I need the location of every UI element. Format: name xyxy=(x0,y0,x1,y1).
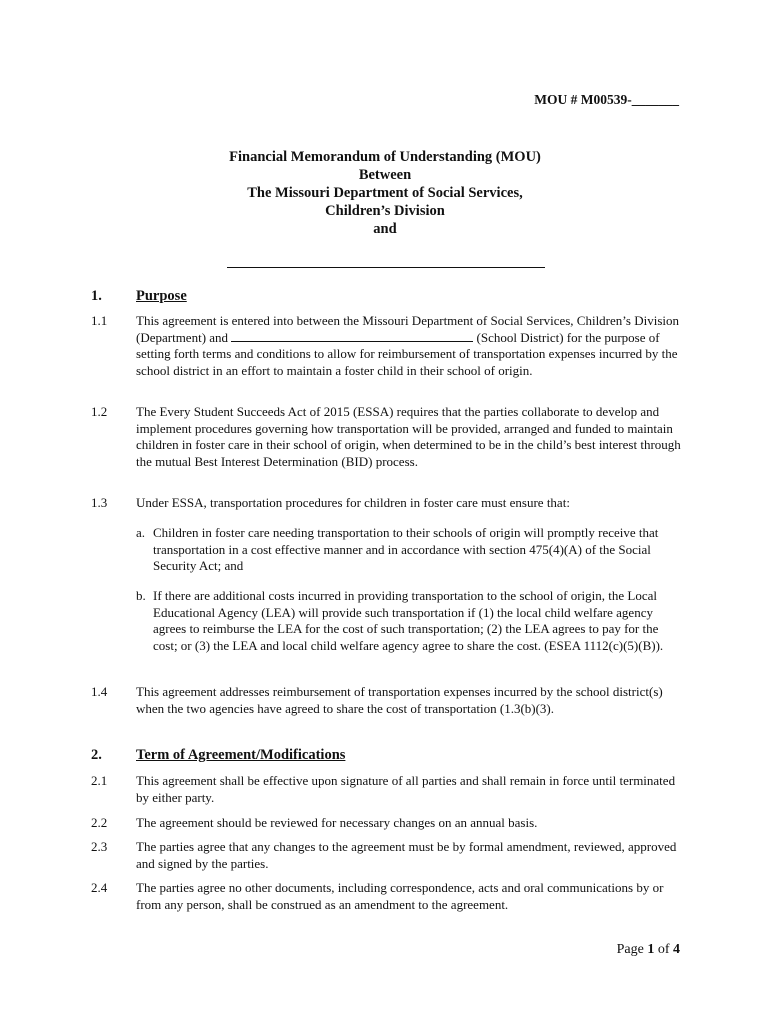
subclause-text: Children in foster care needing transportation to their schools of origin will promptly receive that transportation in a cost effective manner and in accordance with section 475(4)(A) of the Social Security Act; and xyxy=(153,525,659,574)
title-line-4: Children’s Division xyxy=(325,203,445,219)
clause-text: The parties agree no other documents, including correspondence, acts and oral communications by or from any person, shall be construed as an amendment to the agreement. xyxy=(136,880,664,912)
clause-text: This agreement addresses reimbursement of transportation expenses incurred by the school district(s) when the two agencies have agreed to share the cost of transportation (1.3(b)(3). xyxy=(136,684,663,716)
document-title xyxy=(100,148,670,238)
subclause-text: If there are additional costs incurred in providing transportation to the school of origin, the Local Educational Agency (LEA) will provide such transportation if (1) the local child welfare agency agrees to reimburse the LEA for the cost of such transportation; (2) the LEA agrees to pay for the cost; or (3) the LEA and local child welfare agency agree to share the cost. (ESEA 1112(c)(5)(B)). xyxy=(153,588,664,653)
page-word: Page xyxy=(616,942,644,957)
title-line-5: and xyxy=(373,221,397,237)
page-indicator xyxy=(617,942,680,958)
clause-text: This agreement shall be effective upon signature of all parties and shall remain in force until terminated by either party. xyxy=(136,773,676,805)
of-word: of xyxy=(657,942,670,957)
clause-number: 2.2 xyxy=(91,815,108,830)
mou-number: MOU # M00539-_______ xyxy=(534,92,679,107)
clause-number: 2.4 xyxy=(91,880,108,895)
clause-number: 1.1 xyxy=(91,313,108,328)
title-line-1: Financial Memorandum of Understanding (MOU) xyxy=(229,149,541,165)
clause-number: 1.2 xyxy=(91,404,108,419)
clause-number: 1.4 xyxy=(91,684,108,699)
clause-text: Under ESSA, transportation procedures for children in foster care must ensure that: xyxy=(136,495,570,510)
section-title: Purpose xyxy=(136,288,187,304)
subclause-letter: a. xyxy=(136,525,146,540)
clause-text: The parties agree that any changes to the agreement must be by formal amendment, reviewed, approved and signed by the parties. xyxy=(136,839,677,871)
party-name-blank[interactable] xyxy=(227,266,545,268)
section-number: 1. xyxy=(91,288,102,304)
clause-text-part-b: (School District) for the purpose of setting forth terms and conditions to allow for reimbursement of transportation expenses incurred by the school district in an effort to maintain a foster child in their school of origin. xyxy=(136,329,678,378)
section-number: 2. xyxy=(91,747,102,763)
clause-text: The agreement should be reviewed for necessary changes on an annual basis. xyxy=(136,815,538,830)
subclause-letter: b. xyxy=(136,588,146,603)
section-title: Term of Agreement/Modifications xyxy=(136,747,346,763)
clause-number: 2.1 xyxy=(91,773,108,788)
clause-text xyxy=(136,313,681,379)
school-district-blank[interactable] xyxy=(231,330,473,342)
clause-text-part-a: This agreement is entered into between the Missouri Department of Social Services, Children’s Division (Department) and xyxy=(136,313,679,345)
clause-number: 2.3 xyxy=(91,839,108,854)
page-total: 4 xyxy=(673,942,680,957)
clause-text: The Every Student Succeeds Act of 2015 (ESSA) requires that the parties collaborate to develop and implement procedures governing how transportation will be provided, arranged and funded to maintain children in foster care in their school of origin, when determined to be in the child’s best interest through the mutual Best Interest Determination (BID) process. xyxy=(136,404,681,469)
clause-number: 1.3 xyxy=(91,495,108,510)
title-line-3: The Missouri Department of Social Services, xyxy=(247,185,523,201)
title-line-2: Between xyxy=(358,167,412,183)
page-current: 1 xyxy=(647,942,655,957)
